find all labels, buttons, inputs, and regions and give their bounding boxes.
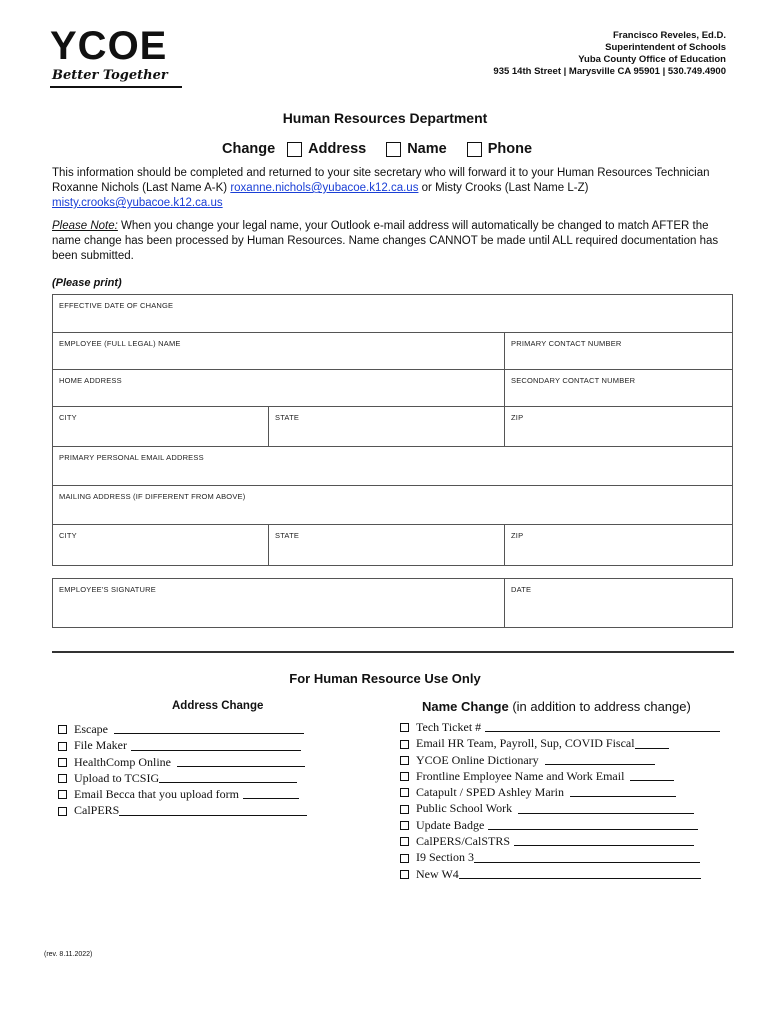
list-item: Catapult / SPED Ashley Marin [400, 784, 720, 800]
mailing-zip-field[interactable]: ZIP [511, 531, 524, 540]
name-change-note: (in addition to address change) [508, 699, 691, 714]
checkbox-icon[interactable] [400, 756, 409, 765]
list-item: Tech Ticket # [400, 719, 720, 735]
name-change-bold: Name Change [422, 699, 509, 714]
mailing-state-field[interactable]: STATE [269, 525, 505, 565]
address-change-title: Address Change [172, 700, 264, 712]
name-option-label: Name [407, 141, 447, 157]
list-item: Update Badge [400, 817, 720, 833]
checkbox-icon[interactable] [400, 870, 409, 879]
phone-option-label: Phone [487, 141, 533, 157]
name-change-title [422, 699, 691, 714]
state-field[interactable]: STATE [269, 407, 505, 446]
checkbox-icon[interactable] [58, 790, 67, 799]
note-label: Please Note: [52, 220, 118, 232]
list-item: Escape [58, 721, 318, 737]
primary-contact-field[interactable]: PRIMARY CONTACT NUMBER [511, 339, 622, 348]
checkbox-icon[interactable] [400, 854, 409, 863]
checkbox-icon[interactable] [400, 723, 409, 732]
contact-line: Superintendent of Schools [605, 42, 726, 53]
personal-email-field[interactable]: PRIMARY PERSONAL EMAIL ADDRESS [59, 453, 204, 462]
misty-email-link[interactable]: misty.crooks@yubacoe.k12.ca.us [52, 197, 223, 209]
checkbox-icon[interactable] [58, 807, 67, 816]
intro-paragraph [52, 166, 732, 211]
address-option-label: Address [308, 141, 367, 157]
checkbox-icon[interactable] [58, 758, 67, 767]
revision-date: (rev. 8.11.2022) [44, 951, 93, 958]
zip-field[interactable]: ZIP [511, 413, 524, 422]
mailing-city-field[interactable]: CITY [53, 525, 269, 565]
department-title: Human Resources Department [282, 110, 488, 126]
logo-text: YCOE [50, 24, 168, 68]
list-item: YCOE Online Dictionary [400, 752, 720, 768]
address-checkbox[interactable] [287, 142, 302, 157]
list-item: Upload to TCSIG [58, 770, 318, 786]
signature-date-field[interactable]: DATE [511, 585, 532, 594]
section-divider [52, 651, 734, 653]
list-item: I9 Section 3 [400, 849, 720, 865]
checkbox-icon[interactable] [400, 821, 409, 830]
secondary-contact-field[interactable]: SECONDARY CONTACT NUMBER [511, 376, 636, 385]
checkbox-icon[interactable] [58, 725, 67, 734]
signature-field[interactable]: EMPLOYEE'S SIGNATURE [53, 579, 505, 627]
list-item: Email Becca that you upload form [58, 786, 318, 802]
ycoe-logo [50, 24, 190, 90]
checkbox-icon[interactable] [400, 805, 409, 814]
mailing-address-field[interactable]: MAILING ADDRESS (IF DIFFERENT FROM ABOVE) [59, 492, 246, 501]
please-print-label: (Please print) [52, 277, 122, 289]
change-type-row [222, 141, 546, 157]
employee-name-field[interactable]: EMPLOYEE (FULL LEGAL) NAME [53, 333, 505, 369]
checkbox-icon[interactable] [400, 772, 409, 781]
checkbox-icon[interactable] [58, 774, 67, 783]
contact-line: 935 14th Street | Marysville CA 95901 | 530.749.4900 [493, 66, 726, 77]
checkbox-icon[interactable] [400, 788, 409, 797]
phone-checkbox[interactable] [467, 142, 482, 157]
name-checkbox[interactable] [386, 142, 401, 157]
logo-tagline: Better Together [52, 68, 168, 83]
intro-text: This information should be completed and returned to your site secretary who will forward it to your Human Resources Technician Roxanne Nichols (Last Name A-K) [52, 167, 710, 194]
logo-underline [50, 86, 182, 88]
checkbox-icon[interactable] [400, 740, 409, 749]
checkbox-icon[interactable] [400, 837, 409, 846]
list-item: File Maker [58, 737, 318, 753]
name-checklist [400, 719, 720, 882]
list-item: Email HR Team, Payroll, Sup, COVID Fiscal [400, 735, 720, 751]
checkbox-icon[interactable] [58, 742, 67, 751]
list-item: New W4 [400, 866, 720, 882]
contact-line: Yuba County Office of Education [578, 54, 726, 65]
contact-block [493, 30, 726, 78]
hr-use-title: For Human Resource Use Only [289, 671, 481, 686]
signature-block [52, 578, 733, 628]
roxanne-email-link[interactable]: roxanne.nichols@yubacoe.k12.ca.us [230, 182, 419, 194]
intro-text: or Misty Crooks (Last Name L-Z) [418, 182, 589, 194]
address-checklist [58, 721, 318, 819]
note-text: When you change your legal name, your Outlook e-mail address will automatically be changed to match AFTER the name change has been processed by Human Resources. Name changes CANNOT be made until ALL required documentation has been submitted. [52, 220, 719, 262]
effective-date-field[interactable]: EFFECTIVE DATE OF CHANGE [59, 301, 174, 310]
list-item: Frontline Employee Name and Work Email [400, 768, 720, 784]
city-field[interactable]: CITY [53, 407, 269, 446]
contact-line: Francisco Reveles, Ed.D. [613, 30, 726, 41]
change-label: Change [222, 141, 276, 157]
list-item: CalPERS/CalSTRS [400, 833, 720, 849]
list-item: CalPERS [58, 802, 318, 818]
list-item: HealthComp Online [58, 754, 318, 770]
employee-info-form [52, 294, 733, 566]
list-item: Public School Work [400, 800, 720, 816]
home-address-field[interactable]: HOME ADDRESS [53, 370, 505, 406]
note-paragraph [52, 219, 732, 264]
